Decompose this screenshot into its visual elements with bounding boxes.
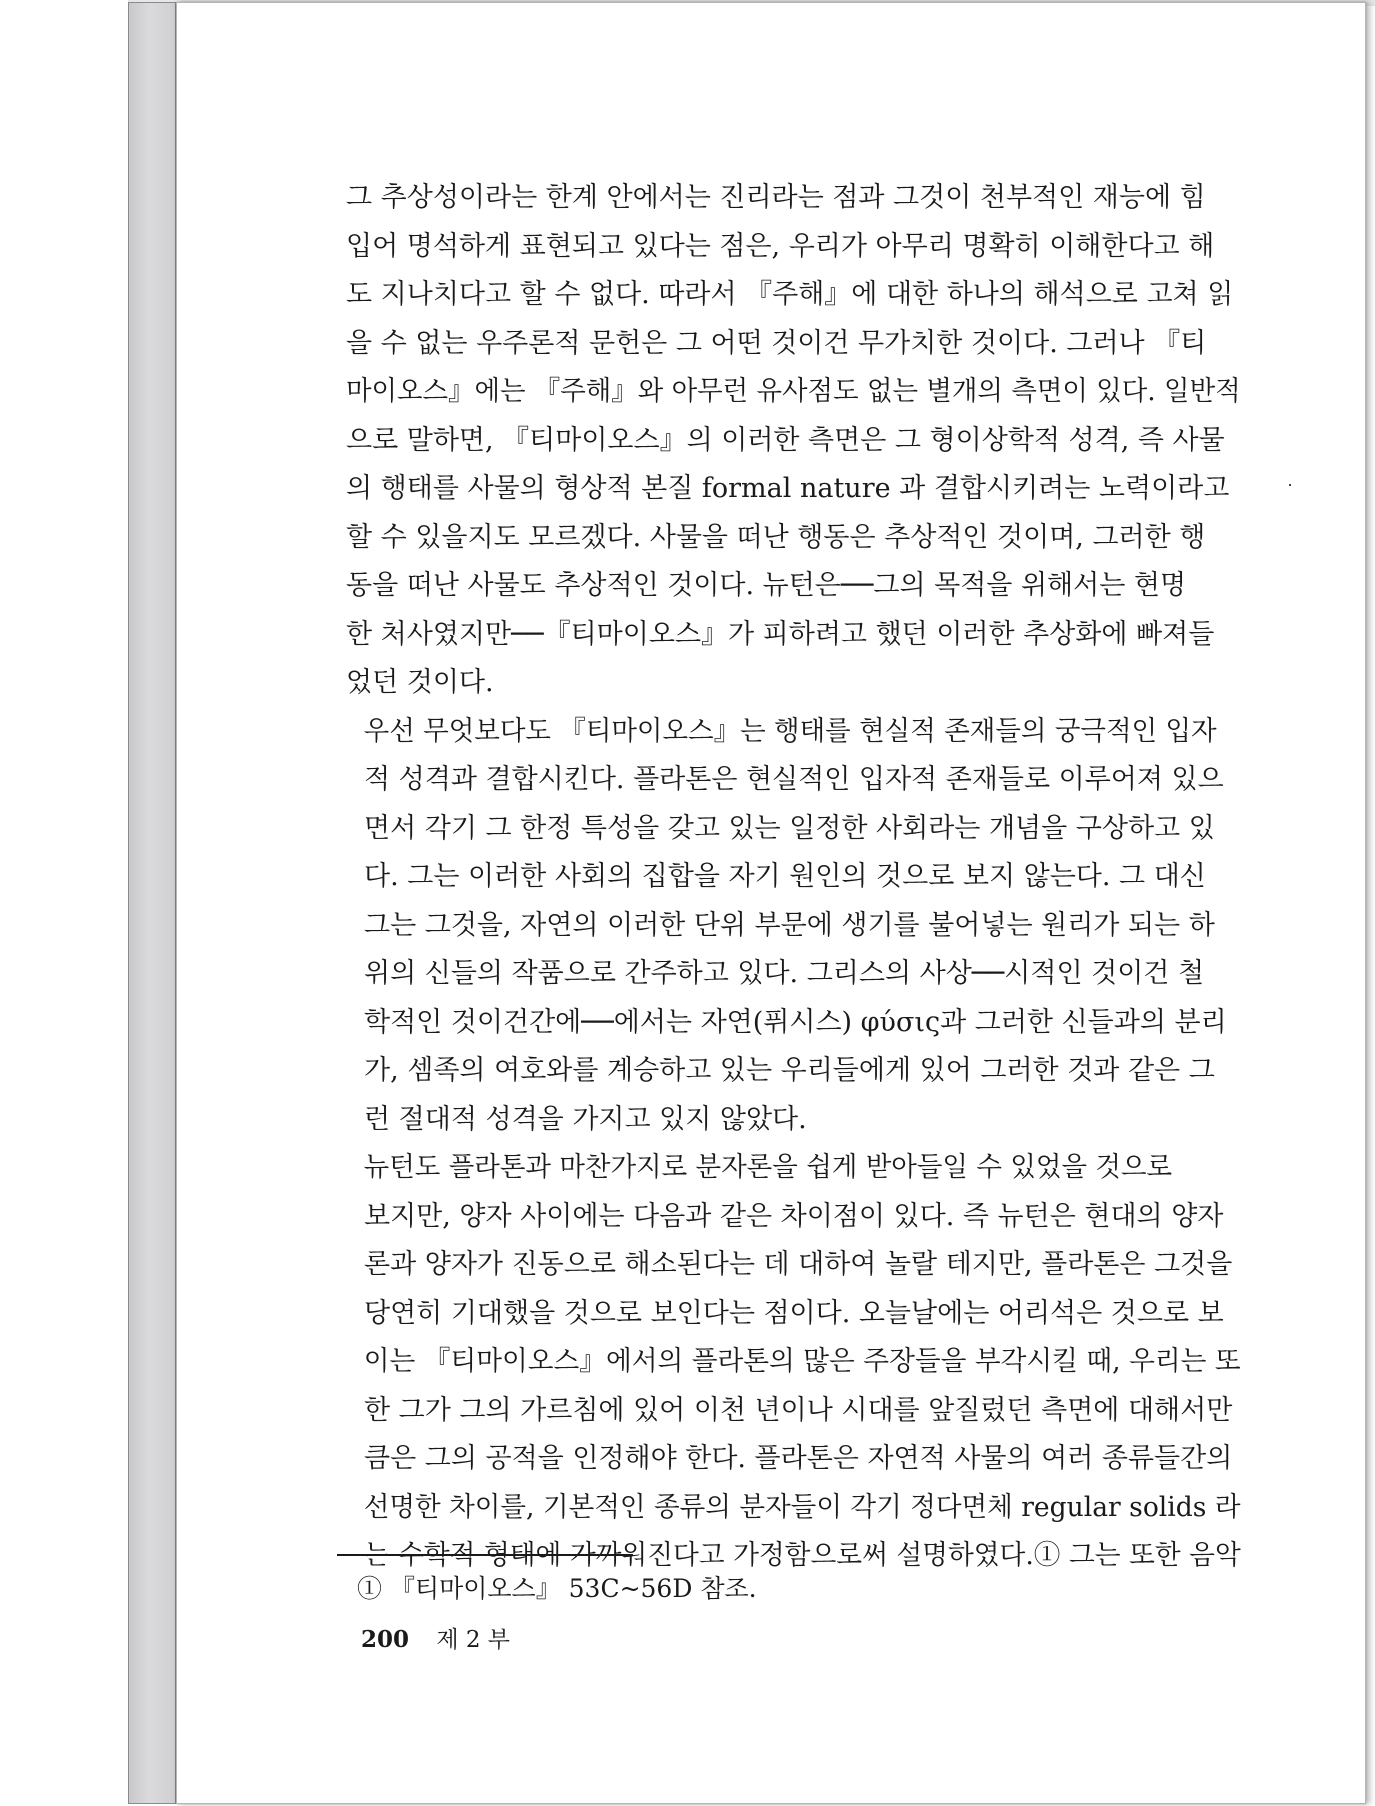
page-number: 200 [361, 1626, 410, 1653]
paragraph [346, 174, 1241, 708]
text-line: 마이오스』에는 『주해』와 아무런 유사점도 없는 별개의 측면이 있다. 일반적 [346, 376, 1241, 407]
paragraph [346, 708, 1241, 1145]
scan-speck [1289, 484, 1291, 486]
text-line: 큼은 그의 공적을 인정해야 한다. 플라톤은 자연적 사물의 여러 종류들간의 [364, 1443, 1233, 1474]
text-line: 을 수 없는 우주론적 문헌은 그 어떤 것이건 무가치한 것이다. 그러나 『티 [346, 327, 1207, 359]
text-line: 당연히 기대했을 것으로 보인다는 점이다. 오늘날에는 어리석은 것으로 보 [364, 1297, 1224, 1329]
footnote: ① 『티마이오스』 53C~56D 참조. [357, 1574, 757, 1603]
text-line: 할 수 있을지도 모르겠다. 사물을 떠난 행동은 추상적인 것이며, 그러한 행 [346, 521, 1206, 553]
text-line: 입어 명석하게 표현되고 있다는 점은, 우리가 아무리 명확히 이해한다고 해 [346, 230, 1215, 262]
book-page [176, 2, 1366, 1804]
text-line: 학적인 것이건간에──에서는 자연(퓌시스) φύσις과 그러한 신들과의 분리 [364, 1006, 1227, 1038]
text-line: 한 처사였지만──『티마이오스』가 피하려고 했던 이러한 추상화에 빠져들 [346, 618, 1215, 650]
text-line: 이는 『티마이오스』에서의 플라톤의 많은 주장들을 부각시킬 때, 우리는 또 [363, 1346, 1241, 1377]
page-folio [361, 1621, 510, 1654]
text-line: 그는 그것을, 자연의 이러한 단위 부문에 생기를 불어넣는 원리가 되는 하 [364, 909, 1215, 941]
text-line: 의 행태를 사물의 형상적 본질 formal nature 과 결합시키려는 노력이라고 [346, 473, 1230, 504]
part-label: 제 2 부 [436, 1627, 511, 1653]
text-line: 런 절대적 성격을 가지고 있지 않았다. [364, 1103, 807, 1135]
footnote-rule [337, 1554, 633, 1556]
text-line: 론과 양자가 진동으로 해소된다는 데 대하여 놀랄 테지만, 플라톤은 그것을 [364, 1249, 1233, 1280]
text-line: 선명한 차이를, 기본적인 종류의 분자들이 각기 정다면체 regular solids 라 [363, 1491, 1241, 1523]
paragraph [346, 1144, 1241, 1581]
text-line: 위의 신들의 작품으로 간주하고 있다. 그리스의 사상──시적인 것이건 철 [364, 958, 1205, 989]
text-line: 뉴턴도 플라톤과 마찬가지로 분자론을 쉽게 받아들일 수 있었을 것으로 [363, 1152, 1173, 1183]
text-line: 한 그가 그의 가르침에 있어 이천 년이나 시대를 앞질렀던 측면에 대해서만 [364, 1394, 1233, 1426]
book-spine [128, 2, 176, 1804]
text-line: 도 지나치다고 할 수 없다. 따라서 『주해』에 대한 하나의 해석으로 고쳐 읽 [346, 279, 1234, 310]
text-line: 우선 무엇보다도 『티마이오스』는 행태를 현실적 존재들의 궁극적인 입자 [363, 715, 1217, 747]
body-text [346, 174, 1241, 1581]
text-line: 그 추상성이라는 한계 안에서는 진리라는 점과 그것이 천부적인 재능에 힘 [346, 182, 1206, 213]
text-line: 었던 것이다. [346, 667, 494, 698]
text-line: 다. 그는 이러한 사회의 집합을 자기 원인의 것으로 보지 않는다. 그 대신 [364, 861, 1206, 892]
text-line: 보지만, 양자 사이에는 다음과 같은 차이점이 있다. 즉 뉴턴은 현대의 양자 [364, 1200, 1224, 1232]
text-line: 적 성격과 결합시킨다. 플라톤은 현실적인 입자적 존재들로 이루어져 있으 [364, 764, 1224, 795]
text-line: 면서 각기 그 한정 특성을 갖고 있는 일정한 사회라는 개념을 구상하고 있 [364, 812, 1215, 844]
text-line: 으로 말하면, 『티마이오스』의 이러한 측면은 그 형이상학적 성격, 즉 사물 [346, 424, 1225, 456]
text-line: 는 수학적 형태에 가까워진다고 가정함으로써 설명하였다.① 그는 또한 음악 [363, 1540, 1241, 1571]
text-line: 가, 셈족의 여호와를 계승하고 있는 우리들에게 있어 그러한 것과 같은 그 [364, 1055, 1215, 1086]
text-line: 동을 떠난 사물도 추상적인 것이다. 뉴턴은──그의 목적을 위해서는 현명 [346, 570, 1187, 601]
